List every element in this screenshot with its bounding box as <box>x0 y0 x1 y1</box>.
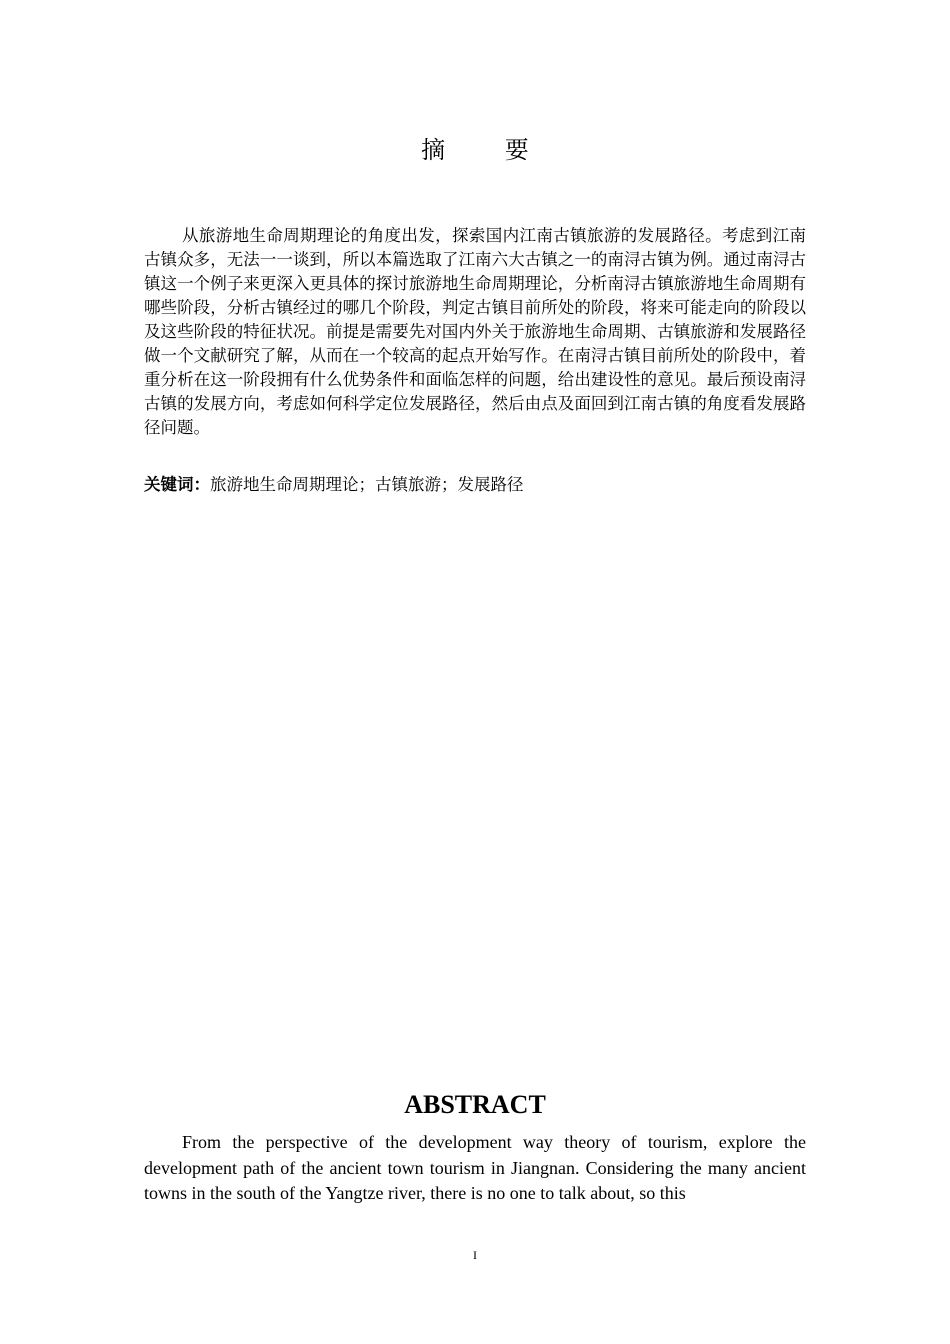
keywords-label: 关键词： <box>144 475 210 494</box>
abstract-cn-keywords <box>144 473 806 497</box>
abstract-en-body: From the perspective of the development way theory of tourism, explore the development path of the ancient town tourism in Jiangnan. Considering the many ancient towns in the south of the Yangtze river, there is no one to talk about, so this <box>144 1132 806 1203</box>
abstract-en-title: ABSTRACT <box>404 1090 546 1119</box>
abstract-cn-body: 从旅游地生命周期理论的角度出发，探索国内江南古镇旅游的发展路径。考虑到江南古镇众多，无法一一谈到，所以本篇选取了江南六大古镇之一的南浔古镇为例。通过南浔古镇这一个例子来更深入更具体的探讨旅游地生命周期理论，分析南浔古镇旅游地生命周期有哪些阶段，分析古镇经过的哪几个阶段，判定古镇目前所处的阶段，将来可能走向的阶段以及这些阶段的特征状况。前提是需要先对国内外关于旅游地生命周期、古镇旅游和发展路径做一个文献研究了解，从而在一个较高的起点开始写作。在南浔古镇目前所处的阶段中，着重分析在这一阶段拥有什么优势条件和面临怎样的问题，给出建设性的意见。最后预设南浔古镇的发展方向，考虑如何科学定位发展路径，然后由点及面回到江南古镇的角度看发展路径问题。 <box>144 226 806 437</box>
page-number: I <box>473 1248 477 1262</box>
abstract-cn-title: 摘 要 <box>421 136 555 164</box>
keywords-value: 旅游地生命周期理论；古镇旅游；发展路径 <box>210 475 524 494</box>
